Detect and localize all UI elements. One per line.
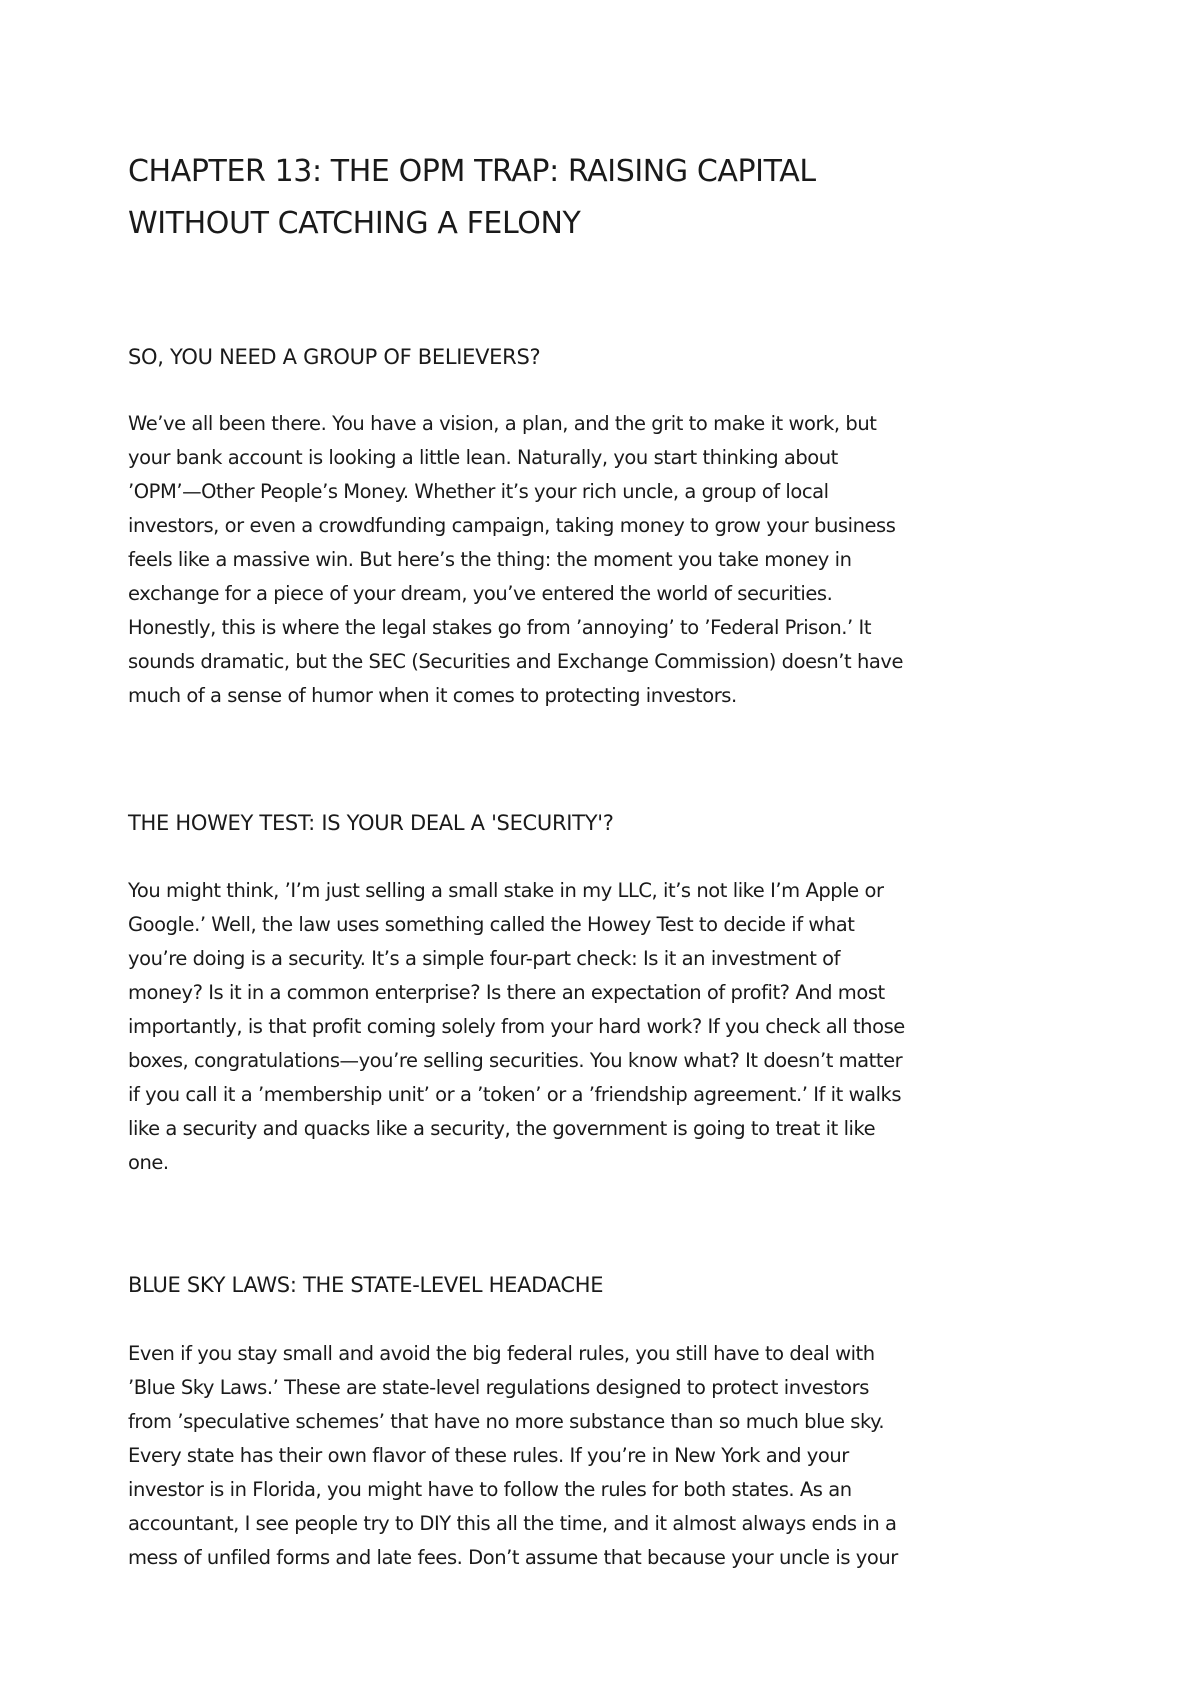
paragraph-line: mess of unfiled forms and late fees. Don’t assume that because your uncle is your xyxy=(128,1546,898,1569)
paragraph-line: sounds dramatic, but the SEC (Securities and Exchange Commission) doesn’t have xyxy=(128,650,903,673)
chapter-title xyxy=(128,146,1028,250)
section-heading: SO, YOU NEED A GROUP OF BELIEVERS? xyxy=(128,345,541,369)
paragraph-line: ’Blue Sky Laws.’ These are state-level regulations designed to protect investors xyxy=(128,1376,869,1399)
section-paragraph xyxy=(128,407,1088,713)
paragraph-line: Google.’ Well, the law uses something called the Howey Test to decide if what xyxy=(128,913,855,936)
paragraph-line: if you call it a ’membership unit’ or a ’token’ or a ’friendship agreement.’ If it walks xyxy=(128,1083,902,1106)
paragraph-line: We’ve all been there. You have a vision, a plan, and the grit to make it work, but xyxy=(128,412,877,435)
paragraph-line: importantly, is that profit coming solely from your hard work? If you check all those xyxy=(128,1015,905,1038)
paragraph-line: from ’speculative schemes’ that have no more substance than so much blue sky. xyxy=(128,1410,885,1433)
paragraph-line: Every state has their own flavor of these rules. If you’re in New York and your xyxy=(128,1444,849,1467)
section-paragraph xyxy=(128,874,1088,1180)
paragraph-line: much of a sense of humor when it comes to protecting investors. xyxy=(128,684,737,707)
paragraph-line: exchange for a piece of your dream, you’ve entered the world of securities. xyxy=(128,582,833,605)
paragraph-line: Honestly, this is where the legal stakes go from ’annoying’ to ’Federal Prison.’ It xyxy=(128,616,872,639)
chapter-title-line: WITHOUT CATCHING A FELONY xyxy=(128,206,581,241)
paragraph-line: feels like a massive win. But here’s the thing: the moment you take money in xyxy=(128,548,852,571)
paragraph-line: Even if you stay small and avoid the big federal rules, you still have to deal with xyxy=(128,1342,875,1365)
paragraph-line: accountant, I see people try to DIY this all the time, and it almost always ends in a xyxy=(128,1512,897,1535)
paragraph-line: money? Is it in a common enterprise? Is there an expectation of profit? And most xyxy=(128,981,885,1004)
paragraph-line: ’OPM’—Other People’s Money. Whether it’s your rich uncle, a group of local xyxy=(128,480,829,503)
paragraph-line: You might think, ’I’m just selling a small stake in my LLC, it’s not like I’m Apple or xyxy=(128,879,884,902)
paragraph-line: boxes, congratulations—you’re selling securities. You know what? It doesn’t matter xyxy=(128,1049,903,1072)
section-heading: THE HOWEY TEST: IS YOUR DEAL A 'SECURITY'? xyxy=(128,811,614,835)
section-heading: BLUE SKY LAWS: THE STATE-LEVEL HEADACHE xyxy=(128,1273,604,1297)
paragraph-line: like a security and quacks like a security, the government is going to treat it like xyxy=(128,1117,876,1140)
paragraph-line: investor is in Florida, you might have to follow the rules for both states. As an xyxy=(128,1478,852,1501)
paragraph-line: your bank account is looking a little lean. Naturally, you start thinking about xyxy=(128,446,838,469)
chapter-title-line: CHAPTER 13: THE OPM TRAP: RAISING CAPITAL xyxy=(128,154,816,189)
paragraph-line: investors, or even a crowdfunding campaign, taking money to grow your business xyxy=(128,514,896,537)
section-paragraph xyxy=(128,1337,1088,1575)
paragraph-line: one. xyxy=(128,1151,169,1174)
paragraph-line: you’re doing is a security. It’s a simple four-part check: Is it an investment of xyxy=(128,947,841,970)
